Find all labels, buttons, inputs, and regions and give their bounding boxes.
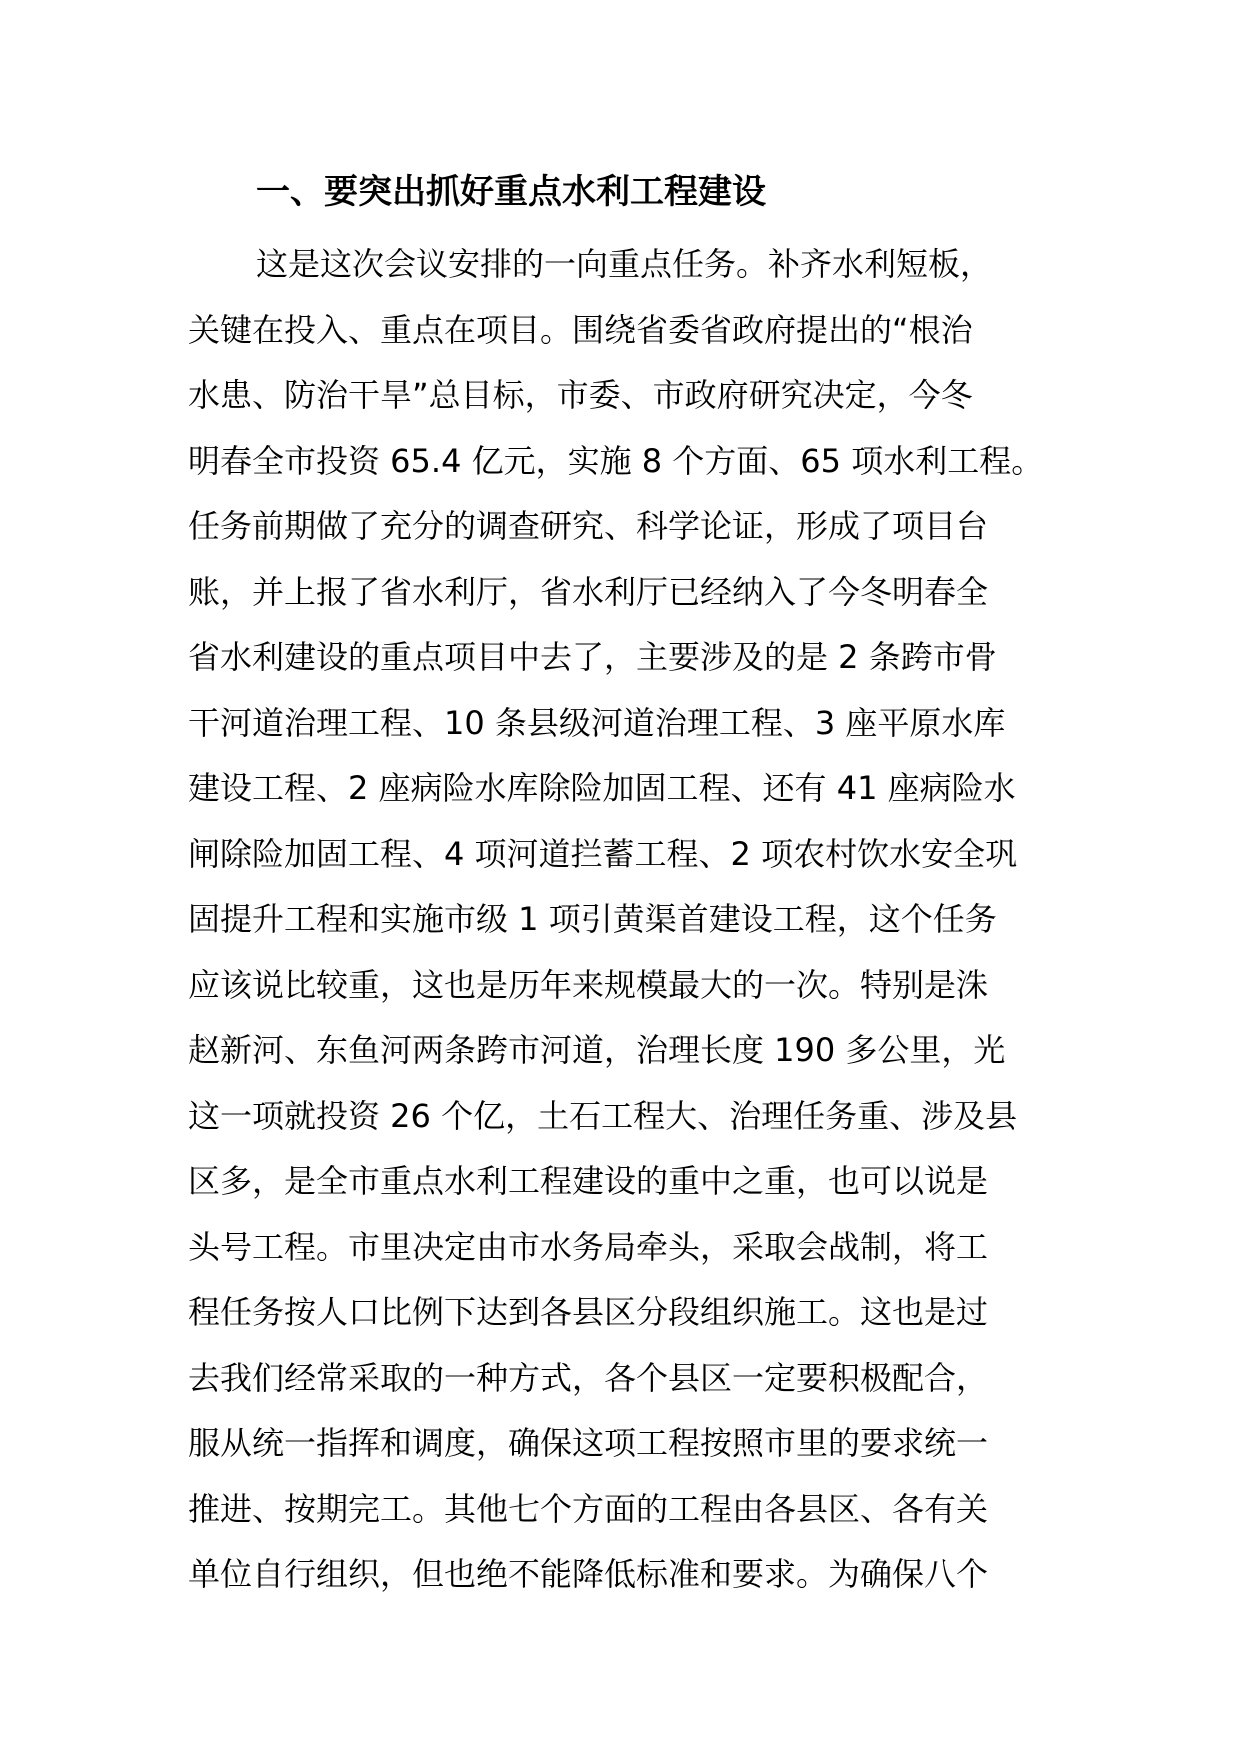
section-heading: 一、要突出抓好重点水利工程建设 [256, 172, 766, 212]
text-line: 明春全市投资 65.4 亿元，实施 8 个方面、65 项水利工程。 [188, 441, 1044, 480]
text-line: 干河道治理工程、10 条县级河道治理工程、3 座平原水库 [188, 703, 1006, 742]
text-line: 固提升工程和实施市级 1 项引黄渠首建设工程，这个任务 [188, 900, 997, 938]
text-line: 这一项就投资 26 个亿，土石工程大、治理任务重、涉及县 [188, 1096, 1018, 1135]
text-line: 这是这次会议安排的一向重点任务。补齐水利短板， [256, 245, 993, 283]
text-line: 单位自行组织，但也绝不能降低标准和要求。为确保八个 [188, 1555, 989, 1593]
text-line: 关键在投入、重点在项目。围绕省委省政府提出的“根治 [188, 310, 973, 349]
text-line: 应该说比较重，这也是历年来规模最大的一次。特别是洙 [188, 965, 989, 1004]
text-line: 建设工程、2 座病险水库除险加固工程、还有 41 座病险水 [188, 769, 1016, 807]
body-paragraph [188, 232, 1068, 1608]
text-line: 水患、防治干旱”总目标，市委、市政府研究决定，今冬 [188, 376, 973, 414]
text-line: 程任务按人口比例下达到各县区分段组织施工。这也是过 [188, 1293, 989, 1331]
text-line: 赵新河、东鱼河两条跨市河道，治理长度 190 多公里，光 [188, 1031, 1006, 1069]
text-line: 去我们经常采取的一种方式，各个县区一定要积极配合， [188, 1358, 989, 1397]
text-line: 头号工程。市里决定由市水务局牵头，采取会战制，将工 [188, 1227, 989, 1266]
text-line: 区多，是全市重点水利工程建设的重中之重，也可以说是 [188, 1162, 989, 1200]
text-line: 账，并上报了省水利厅，省水利厅已经纳入了今冬明春全 [188, 572, 989, 611]
text-line: 省水利建设的重点项目中去了，主要涉及的是 2 条跨市骨 [188, 638, 997, 676]
text-line: 推进、按期完工。其他七个方面的工程由各县区、各有关 [188, 1489, 989, 1528]
text-line: 任务前期做了充分的调查研究、科学论证，形成了项目台 [188, 507, 989, 545]
text-line: 闸除险加固工程、4 项河道拦蓄工程、2 项农村饮水安全巩 [188, 834, 1018, 873]
text-line: 服从统一指挥和调度，确保这项工程按照市里的要求统一 [188, 1424, 989, 1462]
